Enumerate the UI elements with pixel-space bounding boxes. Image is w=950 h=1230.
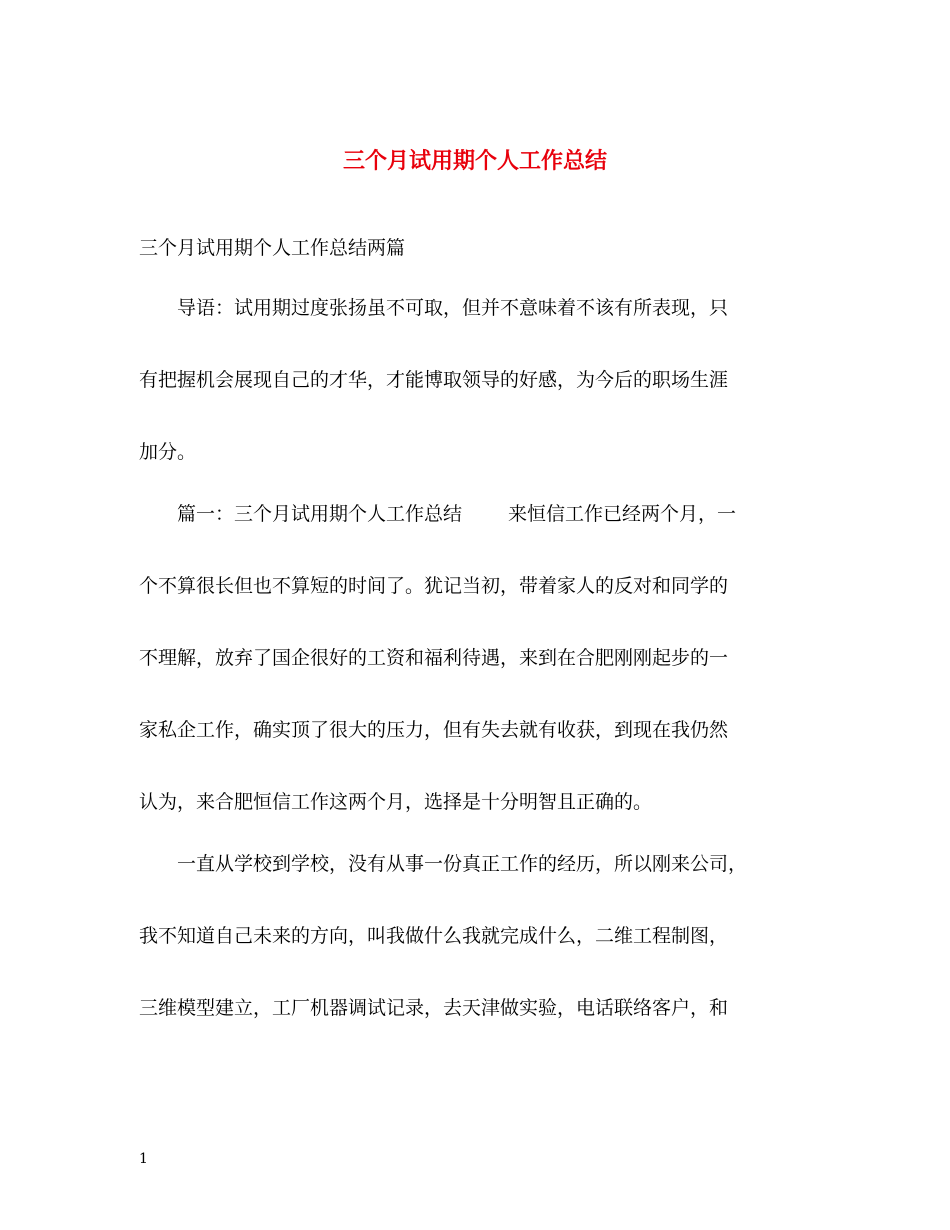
section-one-line-2: 个不算很长但也不算短的时间了。犹记当初，带着家人的反对和同学的: [139, 575, 729, 597]
intro-line-3: 加分。: [139, 441, 197, 463]
section-one-first-line-rest: 来恒信工作已经两个月，一: [508, 503, 737, 525]
page-number: 1: [139, 1151, 148, 1167]
section-one-line-4: 家私企工作，确实顶了很大的压力，但有失去就有收获，到现在我仍然: [139, 719, 729, 741]
section-one-first-line: [139, 500, 867, 528]
section-one-line-5: 认为，来合肥恒信工作这两个月，选择是十分明智且正确的。: [139, 791, 653, 813]
paragraph-two-line-2: 我不知道自己未来的方向，叫我做什么我就完成什么，二维工程制图，: [139, 925, 729, 947]
section-one-heading: 篇一：三个月试用期个人工作总结: [177, 503, 463, 525]
section-one-line-3: 不理解，放弃了国企很好的工资和福利待遇，来到在合肥刚刚起步的一: [139, 647, 729, 669]
intro-line-1: 导语：试用期过度张扬虽不可取，但并不意味着不该有所表现，只: [177, 297, 729, 319]
document-subtitle: 三个月试用期个人工作总结两篇: [139, 237, 406, 259]
intro-line-2: 有把握机会展现自己的才华，才能博取领导的好感，为今后的职场生涯: [139, 369, 729, 391]
document-title: 三个月试用期个人工作总结: [342, 148, 607, 174]
paragraph-two-line-3: 三维模型建立，工厂机器调试记录，去天津做实验，电话联络客户，和: [139, 997, 729, 1019]
paragraph-two-line-1: 一直从学校到学校，没有从事一份真正工作的经历，所以刚来公司，: [177, 853, 748, 875]
